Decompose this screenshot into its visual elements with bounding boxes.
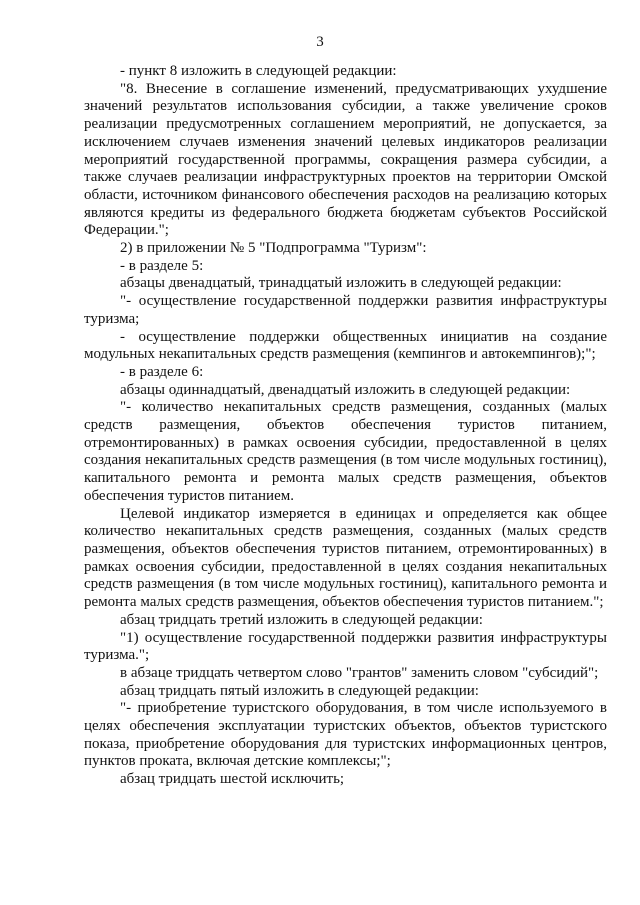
paragraph-abzac-35: абзац тридцать пятый изложить в следующей редакции: [120, 682, 479, 699]
paragraph-target-indicator: Целевой индикатор измеряется в единицах и определяется как общее количество некапитальных средств размещения, созданных (малых средств размещения, объектов обеспечения туристов питанием, отремонтированных) в рамках освоения субсидии, предоставленной в целях создания некапитальных средств размещения (в том числе модульных гостиниц), капитального ремонта и ремонта малых средств размещения, объектов обеспечения туристов питанием."; [84, 505, 607, 611]
paragraph-infrastructure-support: "- осуществление государственной поддержки развития инфраструктуры туризма; [84, 293, 607, 327]
paragraph-public-initiatives: - осуществление поддержки общественных инициатив на создание модульных некапитальных средств размещения (кемпингов и автокемпингов);"; [84, 328, 607, 363]
paragraph-abzac-34: в абзаце тридцать четвертом слово "грантов" заменить словом "субсидий"; [120, 664, 599, 681]
paragraph-state-support: "1) осуществление государственной поддержки развития инфраструктуры туризма."; [84, 629, 607, 664]
paragraph-abzacy-11-12: абзацы одиннадцатый, двенадцатый изложить в следующей редакции: [120, 381, 571, 398]
paragraph-item-8-intro: - пункт 8 изложить в следующей редакции: [120, 63, 397, 79]
paragraph-abzac-36: абзац тридцать шестой исключить; [120, 771, 345, 788]
paragraph-section-5: - в разделе 5: [120, 257, 204, 274]
paragraph-accommodation-count: "- количество некапитальных средств размещения, созданных (малых средств размещения, объектов обеспечения туристов питанием, отремонтированных) в рамках освоения субсидии, предоставленной в целях создания некапитальных средств размещения (в том числе модульных гостиниц), капитального ремонта и ремонта малых средств размещения, объектов обеспечения туристов питанием. [84, 399, 607, 504]
paragraph-item-8-text: "8. Внесение в соглашение изменений, предусматривающих ухудшение значений результатов использования субсидии, а также увеличение сроков реализации предусмотренных соглашением мероприятий, не допускается, за исключением случаев изменения значений целевых индикаторов реализации мероприятий государственной программы, сокращения размера субсидии, а также случаев реализации инфраструктурных проектов на территории Омской области, источником финансового обеспечения расходов на реализацию которых являются кредиты из федерального бюджета бюджетам субъектов Российской Федерации."; [84, 80, 607, 239]
document-body [84, 63, 607, 789]
page-number: 3 [316, 34, 324, 50]
paragraph-abzac-33: абзац тридцать третий изложить в следующей редакции: [120, 611, 483, 628]
paragraph-section-6: - в разделе 6: [120, 363, 204, 380]
paragraph-appendix-5: 2) в приложении № 5 "Подпрограмма "Туризм": [120, 240, 427, 257]
paragraph-tourist-equipment: "- приобретение туристского оборудования, в том числе используемого в целях обеспечения эксплуатации туристских объектов, объектов туристского показа, приобретение оборудования для туристских информационных центров, пунктов проката, включая детские комплексы;"; [84, 700, 607, 770]
paragraph-abzacy-12-13: абзацы двенадцатый, тринадцатый изложить в следующей редакции: [120, 275, 562, 292]
